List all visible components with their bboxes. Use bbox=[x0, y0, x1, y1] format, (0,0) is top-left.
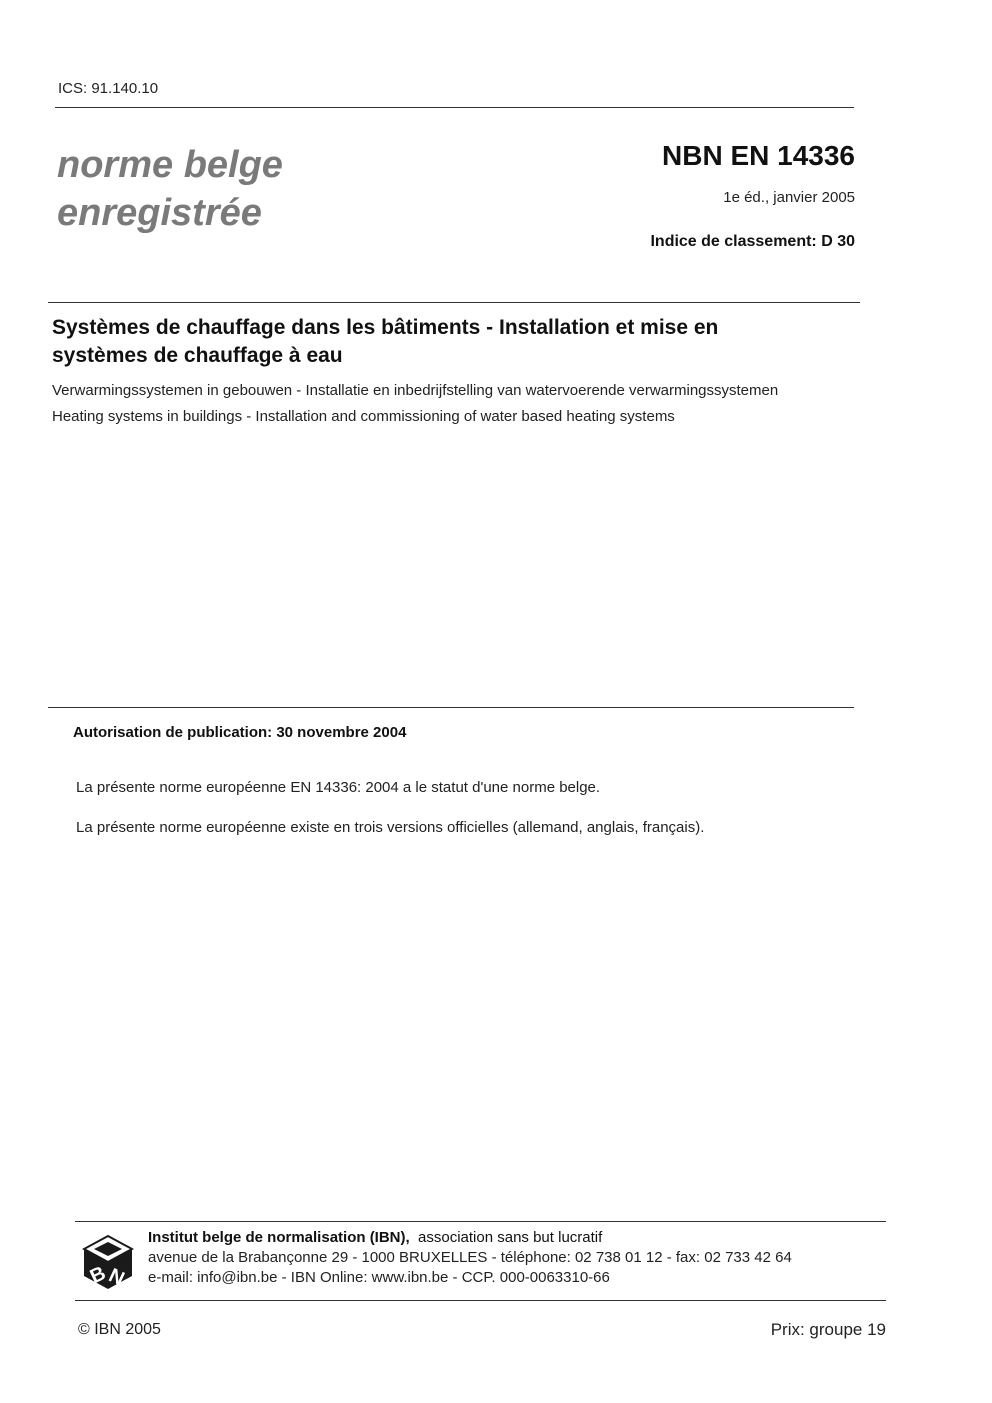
authorization-rule bbox=[48, 707, 854, 708]
institute-name: Institut belge de normalisation (IBN), bbox=[148, 1229, 410, 1246]
ibn-logo bbox=[82, 1234, 134, 1290]
brand-line-1: norme belge bbox=[57, 144, 283, 186]
svg-text:N: N bbox=[105, 1264, 128, 1290]
brand-title bbox=[57, 141, 283, 237]
price-group: Prix: groupe 19 bbox=[770, 1320, 886, 1339]
authorization-date: Autorisation de publication: 30 novembre 2004 bbox=[73, 724, 407, 741]
institute-contact: e-mail: info@ibn.be - IBN Online: www.ibn.be - CCP. 000-0063310-66 bbox=[148, 1269, 610, 1286]
title-french bbox=[52, 314, 852, 370]
title-rule bbox=[48, 302, 860, 303]
edition-date: 1e éd., janvier 2005 bbox=[723, 189, 855, 206]
versions-paragraph: La présente norme européenne existe en trois versions officielles (allemand, anglais, français). bbox=[76, 819, 705, 836]
svg-text:B: B bbox=[86, 1262, 110, 1289]
title-dutch: Verwarmingssystemen in gebouwen - Installatie en inbedrijfstelling van watervoerende verwarmingssystemen bbox=[52, 382, 779, 399]
footer-bottom-rule bbox=[75, 1300, 886, 1301]
footer-top-rule bbox=[75, 1221, 886, 1222]
title-english: Heating systems in buildings - Installation and commissioning of water based heating systems bbox=[52, 408, 675, 425]
classification-index: Indice de classement: D 30 bbox=[650, 233, 855, 250]
ics-code: ICS: 91.140.10 bbox=[58, 80, 159, 97]
status-paragraph: La présente norme européenne EN 14336: 2004 a le statut d'une norme belge. bbox=[76, 779, 601, 796]
institute-description: association sans but lucratif bbox=[418, 1229, 603, 1246]
institute-address: avenue de la Brabançonne 29 - 1000 BRUXELLES - téléphone: 02 738 01 12 - fax: 02 733 42 64 bbox=[148, 1249, 792, 1266]
title-french-line-1: Systèmes de chauffage dans les bâtiments - Installation et mise en bbox=[52, 316, 719, 339]
brand-line-2: enregistrée bbox=[57, 192, 262, 234]
title-french-line-2: systèmes de chauffage à eau bbox=[52, 344, 343, 367]
standard-number: NBN EN 14336 bbox=[662, 140, 855, 171]
top-rule bbox=[55, 107, 854, 108]
copyright-notice: © IBN 2005 bbox=[78, 1321, 161, 1338]
institute-line bbox=[148, 1229, 602, 1246]
